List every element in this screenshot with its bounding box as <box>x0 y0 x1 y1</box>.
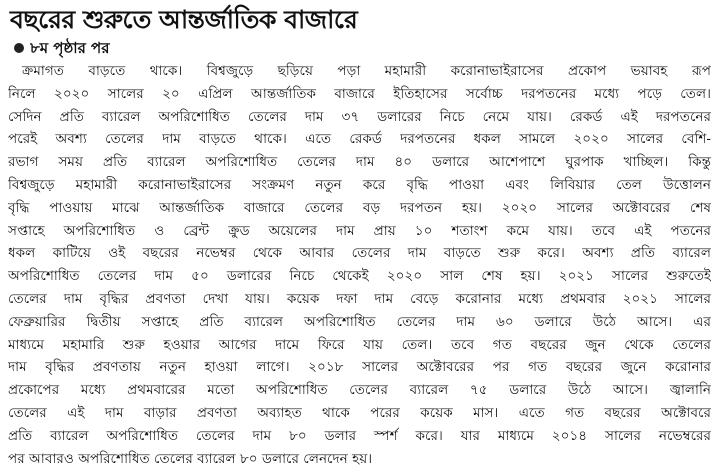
body-line: দাম বৃদ্ধির প্রবণতায় নতুন হাওয়া লাগে। ২০১৮ সালের অক্টোবরের পর গত বছরের জুনে করোনার <box>8 359 711 376</box>
body-line: ফেব্রুয়ারির দ্বিতীয় সপ্তাহে প্রতি ব্যারেল অপরিশোধিত তেলের দাম ৬০ ডলারে উঠে আসে। এর <box>8 313 711 330</box>
body-line: ধকল কাটিয়ে ওই বছরের নভেম্বর থেকে আবার তেলের দাম বাড়তে শুরু করে। অবশ্য প্রতি ব্যারেল <box>8 245 711 262</box>
body-line: সেদিন প্রতি ব্যারেল অপরিশোধিত তেলের দাম ৩৭ ডলারের নিচে নেমে যায়। রেকর্ড এই দরপতনের <box>8 108 711 125</box>
news-article <box>6 4 713 470</box>
headline: বছরের শুরুতে আন্তর্জাতিক বাজারে <box>10 5 358 34</box>
body-line: বৃদ্ধি পাওয়ায় মাঝে আন্তর্জাতিক বাজারে তেলের বড় দরপতন হয়। ২০২০ সালের অক্টোবরের শেষ <box>8 199 711 216</box>
body-line: তেলের এই দাম বাড়ার প্রবণতা অব্যাহত থাকে পরের কয়েক মাস। এতে গত বছরের অক্টোবরে <box>8 404 711 421</box>
body-line: সপ্তাহে অপরিশোধিত ও ব্রেন্ট ক্রুড অয়েলের দাম প্রায় ১০ শতাংশ কমে যায়। তবে এই পতনের <box>8 222 711 239</box>
body-line: পরেই অবশ্য তেলের দাম বাড়তে থাকে। এতে রেকর্ড দরপতনের ধকল সামলে ২০২০ সালের বেশি- <box>8 131 711 148</box>
body-line: প্রকোপের মধ্যে প্রথমবারের মতো অপরিশোধিত তেলের ব্যারেল ৭৫ ডলারে উঠে আসে। জ্বালানি <box>8 382 711 399</box>
body-line: নিলে ২০২০ সালের ২০ এপ্রিল আন্তর্জাতিক বাজারে ইতিহাসের সর্বোচ্চ দরপতনের মধ্যে পড়ে তেল। <box>8 85 711 102</box>
body-line: ক্রমাগত বাড়তে থাকে। বিশ্বজুড়ে ছড়িয়ে পড়া মহামারী করোনাভাইরাসের প্রকোপ ভয়াবহ রূপ <box>22 63 711 79</box>
body-line: মাধ্যমে মহামারি শুরু হওয়ার আগের দামে ফিরে যায় তেল। তবে গত বছরের জুন থেকে তেলের <box>8 336 711 353</box>
body-line: রভাগ সময় প্রতি ব্যারেল অপরিশোধিত তেলের দাম ৪০ ডলারে আশেপাশে ঘুরপাক খাচ্ছিল। কিন্তু <box>8 154 711 171</box>
continuation-label: ৮ম পৃষ্ঠার পর <box>30 39 110 57</box>
continuation-note <box>14 38 713 58</box>
body-line: অপরিশোধিত তেলের দাম ৫০ ডলারের নিচে থেকেই ২০২০ সাল শেষ হয়। ২০২১ সালের শুরুতেই <box>8 268 711 285</box>
body-line: তেলের দাম বৃদ্ধির প্রবণতা দেখা যায়। কয়েক দফা দাম বেড়ে করোনার মধ্যে প্রথমবার ২০২১ সালের <box>8 290 711 307</box>
body-line: পর আবারও অপরিশোধিত তেলের ব্যারেল ৮০ ডলারে লেনদেন হয়। <box>8 450 373 467</box>
bullet-icon <box>14 43 24 53</box>
body-line: প্রতি ব্যারেল অপরিশোধিত তেলের দাম ৮০ ডলার স্পর্শ করে। যার মাধ্যমে ২০১৪ সালের নভেম্বরের <box>8 427 711 444</box>
body-line: বিশ্বজুড়ে মহামারী করোনাভাইরাসের সংক্রমণ নতুন করে বৃদ্ধি পাওয়া এবং লিবিয়ার তেল উত্তোলন <box>8 176 711 193</box>
article-body <box>6 60 713 470</box>
